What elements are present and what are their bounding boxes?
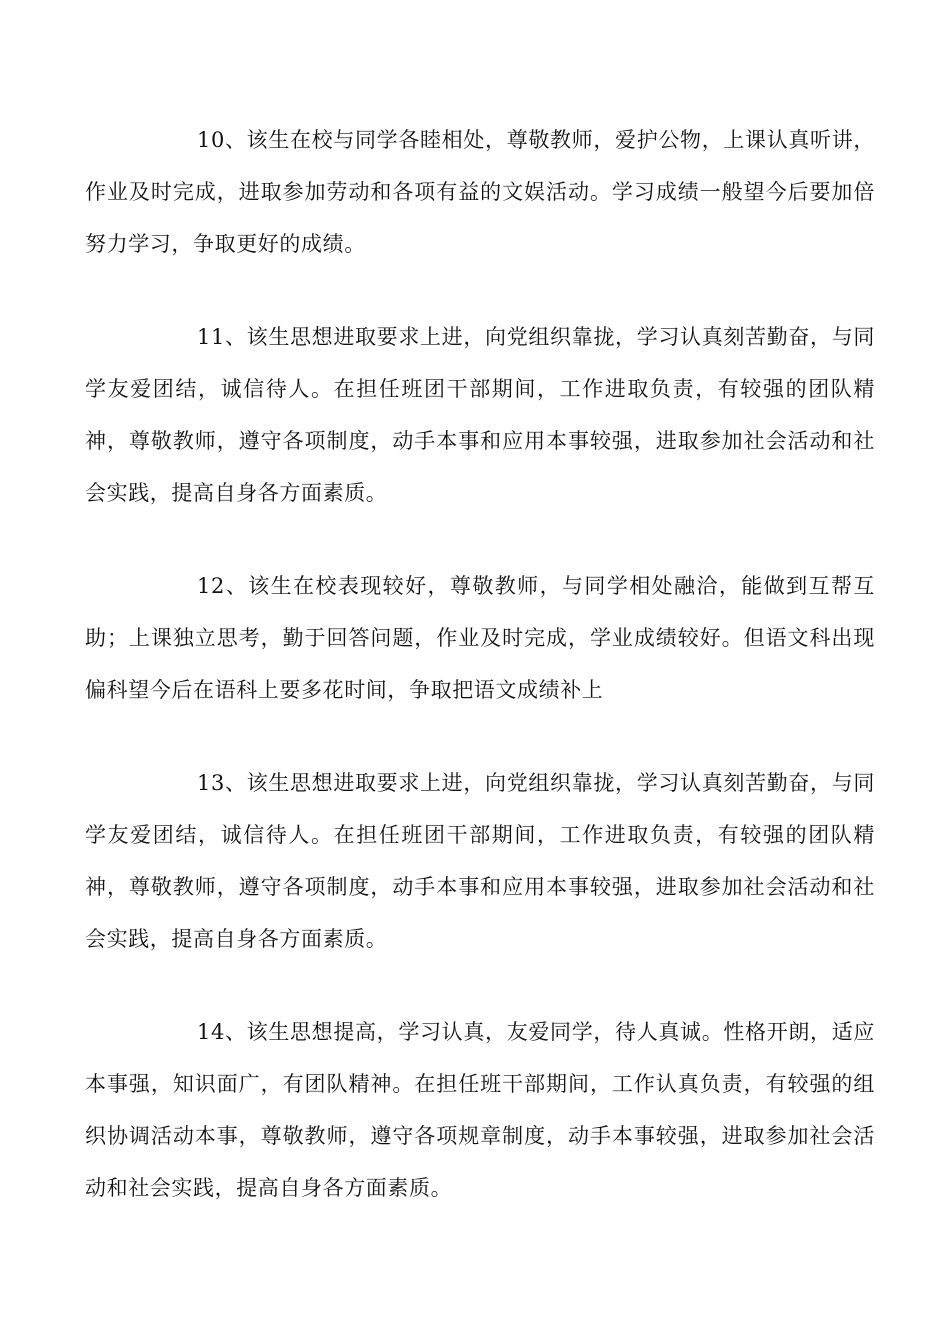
comment-paragraph-14: 14、该生思想提高，学习认真，友爱同学，待人真诚。性格开朗，适应本事强，知识面广，有团队精神。在担任班干部期间，工作认真负责，有较强的组织协调活动本事，尊敬教师，遵守各项规章制度，动手本事较强，进取参加社会活动和社会实践，提高自身各方面素质。 (85, 1020, 875, 1200)
comment-paragraph-12: 12、该生在校表现较好，尊敬教师，与同学相处融洽，能做到互帮互助；上课独立思考，勤于回答问题，作业及时完成，学业成绩较好。但语文科出现偏科望今后在语科上要多花时间，争取把语文成绩补上 (85, 574, 875, 702)
comment-paragraph-13: 13、该生思想进取要求上进，向党组织靠拢，学习认真刻苦勤奋，与同学友爱团结，诚信待人。在担任班团干部期间，工作进取负责，有较强的团队精神，尊敬教师，遵守各项制度，动手本事和应用本事较强，进取参加社会活动和社会实践，提高自身各方面素质。 (85, 771, 875, 951)
comment-paragraph-11: 11、该生思想进取要求上进，向党组织靠拢，学习认真刻苦勤奋，与同学友爱团结，诚信待人。在担任班团干部期间，工作进取负责，有较强的团队精神，尊敬教师，遵守各项制度，动手本事和应用本事较强，进取参加社会活动和社会实践，提高自身各方面素质。 (85, 325, 875, 505)
comment-paragraph-10: 10、该生在校与同学各睦相处，尊敬教师，爱护公物，上课认真听讲，作业及时完成，进取参加劳动和各项有益的文娱活动。学习成绩一般望今后要加倍努力学习，争取更好的成绩。 (85, 128, 875, 256)
